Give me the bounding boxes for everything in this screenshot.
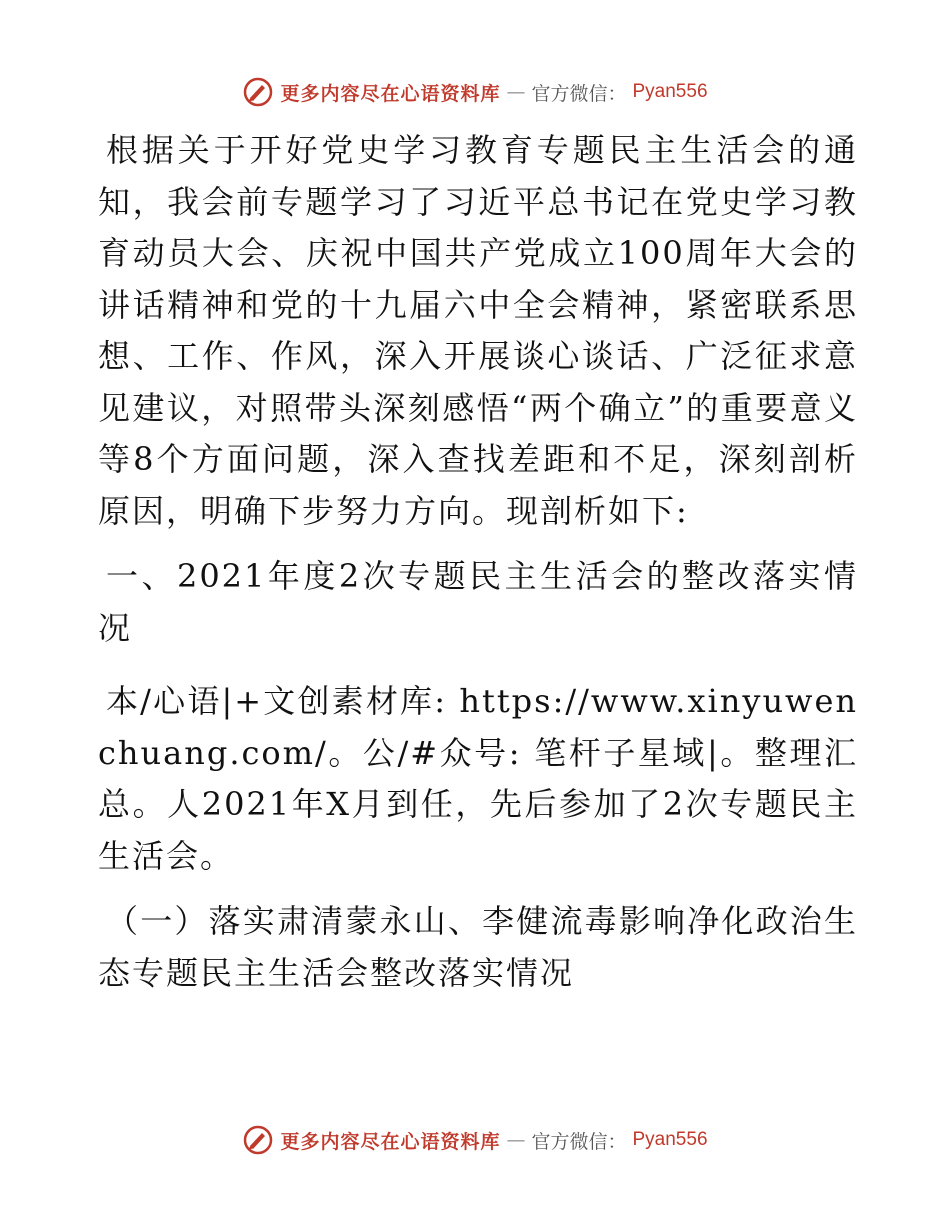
footer-banner: [0, 1120, 950, 1160]
body-paragraph: 本/心语|+文创素材库: https://www.xinyuwenchuang.com/。公/#众号: 笔杆子星域|。整理汇总。人2021年X月到任，先后参加了2次专题民主生活会。: [98, 682, 858, 875]
banner-wechat-handle: Pyan556: [632, 1129, 708, 1150]
section-heading-1: 一、2021年度2次专题民主生活会的整改落实情况: [98, 557, 858, 647]
header-banner: [0, 72, 950, 112]
banner-site-text: 更多内容尽在心语资料库: [280, 82, 501, 105]
banner-wechat-label: 官方微信：: [531, 82, 627, 105]
document-body: [98, 125, 858, 999]
banner-separator: —: [506, 81, 526, 103]
banner-wechat-handle: Pyan556: [632, 81, 708, 102]
subsection-heading-1: （一）落实肃清蒙永山、李健流毒影响净化政治生态专题民主生活会整改落实情况: [98, 902, 858, 992]
pen-nib-logo-icon: [242, 1124, 274, 1156]
intro-paragraph: 根据关于开好党史学习教育专题民主生活会的通知，我会前专题学习了习近平总书记在党史学习教育动员大会、庆祝中国共产党成立100周年大会的讲话精神和党的十九届六中全会精神，紧密联系思想、工作、作风，深入开展谈心谈话、广泛征求意见建议，对照带头深刻感悟“两个确立”的重要意义等8个方面问题，深入查找差距和不足，深刻剖析原因，明确下步努力方向。现剖析如下:: [98, 131, 858, 530]
banner-wechat-label: 官方微信：: [531, 1130, 627, 1153]
banner-site-text: 更多内容尽在心语资料库: [280, 1130, 501, 1153]
pen-nib-logo-icon: [242, 76, 274, 108]
banner-separator: —: [506, 1129, 526, 1151]
